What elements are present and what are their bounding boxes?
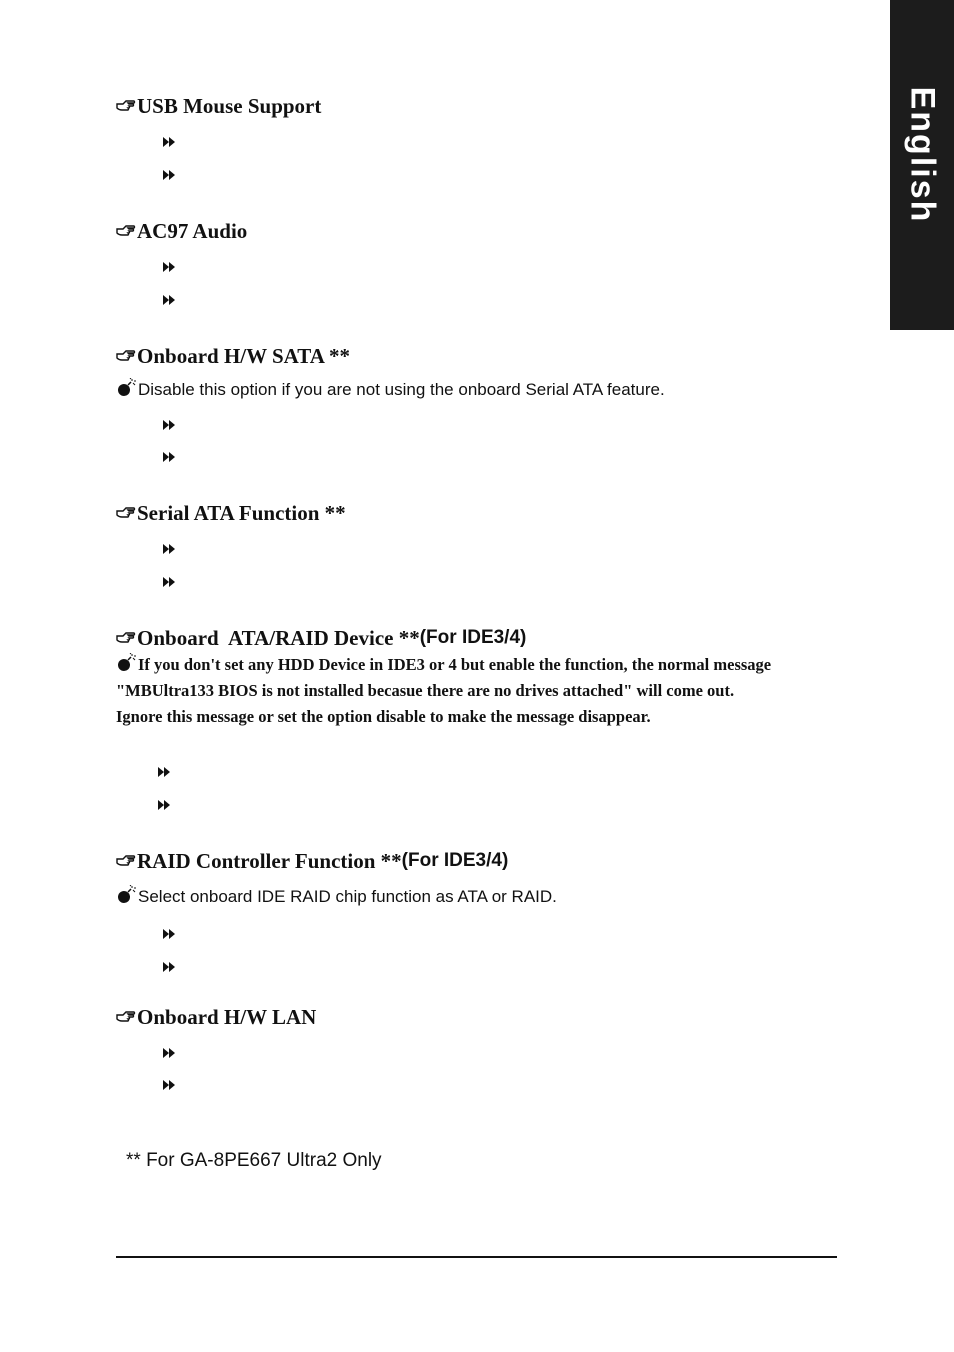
side-tab-label: English xyxy=(903,86,942,224)
section-ac97-audio xyxy=(116,219,836,243)
double-arrow-icon xyxy=(162,960,176,972)
double-arrow-icon xyxy=(162,418,176,430)
language-side-tab xyxy=(890,0,954,330)
bomb-icon xyxy=(116,653,138,673)
section-heading: Serial ATA Function ** xyxy=(116,501,836,525)
pointing-hand-icon xyxy=(116,854,136,868)
pointing-hand-icon xyxy=(116,224,136,238)
pointing-hand-icon xyxy=(116,506,136,520)
footnote: ** For GA-8PE667 Ultra2 Only xyxy=(126,1150,382,1171)
double-arrow-icon xyxy=(162,575,176,587)
section-usb-mouse-support xyxy=(116,94,836,118)
bomb-icon xyxy=(116,378,138,398)
double-arrow-icon xyxy=(162,1046,176,1058)
double-arrow-icon xyxy=(162,293,176,305)
section-heading: USB Mouse Support xyxy=(116,94,836,118)
pointing-hand-icon xyxy=(116,1010,136,1024)
pointing-hand-icon xyxy=(116,349,136,363)
section-onboard-ata-raid-device xyxy=(116,626,836,730)
section-raid-controller-function xyxy=(116,849,836,908)
section-heading: RAID Controller Function ** (For IDE3/4) xyxy=(116,849,836,873)
section-heading: AC97 Audio xyxy=(116,219,836,243)
double-arrow-icon xyxy=(162,260,176,272)
double-arrow-icon xyxy=(157,798,171,810)
section-serial-ata-function xyxy=(116,501,836,525)
double-arrow-icon xyxy=(162,1078,176,1090)
section-note: If you don't set any HDD Device in IDE3 or 4 but enable the function, the normal message "MBUltra133 BIOS is not installed becasue there are no drives attached" will come out. xyxy=(116,655,772,700)
section-note: Select onboard IDE RAID chip function as ATA or RAID. xyxy=(116,885,836,908)
bottom-divider xyxy=(116,1256,837,1258)
section-onboard-hw-sata xyxy=(116,344,836,401)
section-heading: Onboard ATA/RAID Device ** (For IDE3/4) xyxy=(116,626,836,650)
double-arrow-icon xyxy=(157,765,171,777)
section-heading: Onboard H/W LAN xyxy=(116,1005,836,1029)
double-arrow-icon xyxy=(162,450,176,462)
double-arrow-icon xyxy=(162,135,176,147)
pointing-hand-icon xyxy=(116,631,136,645)
double-arrow-icon xyxy=(162,168,176,180)
section-note-line: Ignore this message or set the option disable to make the message disappear. xyxy=(116,707,651,726)
section-onboard-hw-lan xyxy=(116,1005,836,1029)
bomb-icon xyxy=(116,885,138,905)
double-arrow-icon xyxy=(162,927,176,939)
double-arrow-icon xyxy=(162,542,176,554)
section-note: Disable this option if you are not using the onboard Serial ATA feature. xyxy=(116,378,836,401)
section-heading: Onboard H/W SATA ** xyxy=(116,344,836,368)
pointing-hand-icon xyxy=(116,99,136,113)
